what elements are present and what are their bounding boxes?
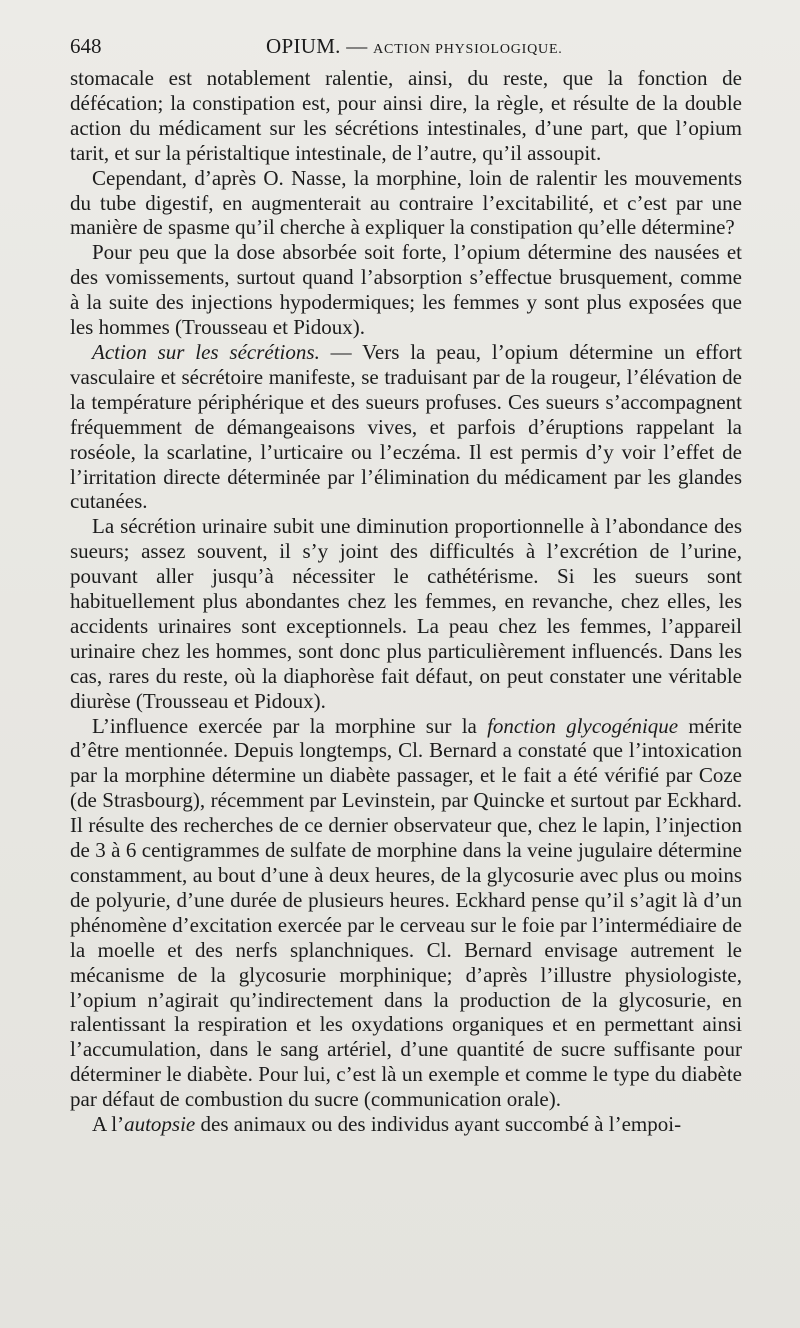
paragraph-glycogenic-lead: L’influence exercée par la morphine sur la (92, 713, 488, 738)
paragraph-secretions-text: — Vers la peau, l’opium détermine un effort vasculaire et sécrétoire manifeste, se traduisant par de la rougeur, l’élévation de la température périphérique et des sueurs profuses. Ces sueurs s’accompagnent fréquemment de démangeaisons vives, et parfois d’éruptions rappelant la roséole, la scarlatine, l’urticaire ou l’eczéma. Il est permis d’y voir l’effet de l’irritation directe déterminée par l’élimination du médicament par les glandes cutanées. (70, 339, 743, 514)
section-heading-secretions: Action sur les sécrétions. (92, 339, 320, 364)
term-glycogenic-function: fonction glycogénique (487, 713, 679, 738)
paragraph-urinary: La sécrétion urinaire subit une diminution proportionnelle à l’abondance des sueurs; assez souvent, il s’y joint des difficultés à l’excrétion de l’urine, pouvant aller jusqu’à nécessiter le cathétérisme. Si les sueurs sont habituellement plus abondantes chez les femmes, en revanche, chez elles, les accidents urinaires sont exceptionnels. La peau chez les femmes, l’appareil urinaire chez les hommes, sont donc plus particulièrement influencés. Dans les cas, rares du reste, où la diaphorèse fait défaut, on peut constater une véritable diurèse (Trousseau et Pidoux). (70, 514, 742, 713)
running-head-subtitle: ACTION PHYSIOLOGIQUE. (373, 42, 563, 57)
paragraph-autopsy-lead: A l’ (92, 1112, 125, 1137)
paragraph-autopsy (70, 1112, 742, 1137)
paragraph-glycogenic (70, 714, 742, 1113)
paragraph-glycogenic-text: mérite d’être mentionnée. Depuis longtemps, Cl. Bernard a constaté que l’intoxication par la morphine détermine un diabète passager, et le fait a été vérifié par Coze (de Strasbourg), récemment par Levinstein, par Quincke et surtout par Eckhard. Il résulte des recherches de ce dernier observateur que, chez le lapin, l’injection de 3 à 6 centigrammes de sulfate de morphine dans la veine jugulaire détermine constamment, au bout d’une à deux heures, de la glycosurie avec plus ou moins de polyurie, d’une durée de plusieurs heures. Eckhard pense qu’il s’agit là d’un phénomène d’excitation exercée par le cerveau sur le foie par l’intermédiaire de la moelle et des nerfs splanchniques. Cl. Bernard envisage autrement le mécanisme de la glycosurie morphinique; d’après l’illustre physiologiste, l’opium n’agirait qu’indirectement dans la production de la glycosurie, en ralentissant la respiration et les oxydations organiques et en permettant ainsi l’accumulation, dans le sang artériel, d’une quantité de sucre suffisante pour déterminer le diabète. Pour lui, c’est là un exemple et comme le type du diabète par défaut de combustion du sucre (communication orale). (70, 713, 743, 1112)
page-header (70, 34, 742, 60)
running-head (266, 34, 563, 59)
running-head-title: OPIUM. (266, 34, 341, 58)
page-number: 648 (70, 34, 102, 58)
paragraph-secretions (70, 340, 742, 514)
paragraph-nasse: Cependant, d’après O. Nasse, la morphine, loin de ralentir les mouvements du tube digestif, en augmenterait au contraire l’excitabilité, et c’est par une manière de spasme qu’il cherche à expliquer la constipation qu’elle détermine? (70, 165, 742, 240)
paragraph-nausea: Pour peu que la dose absorbée soit forte, l’opium détermine des nausées et des vomissements, surtout quand l’absorption s’effectue brusquement, comme à la suite des injections hypodermiques; les femmes y sont plus exposées que les hommes (Trousseau et Pidoux). (70, 240, 742, 340)
body-text (70, 66, 742, 1137)
paragraph-autopsy-text: des animaux ou des individus ayant succombé à l’empoi- (195, 1112, 682, 1137)
paragraph-digestion-continued: stomacale est notablement ralentie, ainsi, du reste, que la fonction de défécation; la constipation est, pour ainsi dire, la règle, et résulte de la double action du médicament sur les sécrétions intestinales, d’une part, que l’opium tarit, et sur la péristaltique intestinale, de l’autre, qu’il assoupit. (70, 66, 742, 165)
term-autopsy: autopsie (124, 1112, 196, 1137)
running-head-dash: — (340, 34, 374, 58)
